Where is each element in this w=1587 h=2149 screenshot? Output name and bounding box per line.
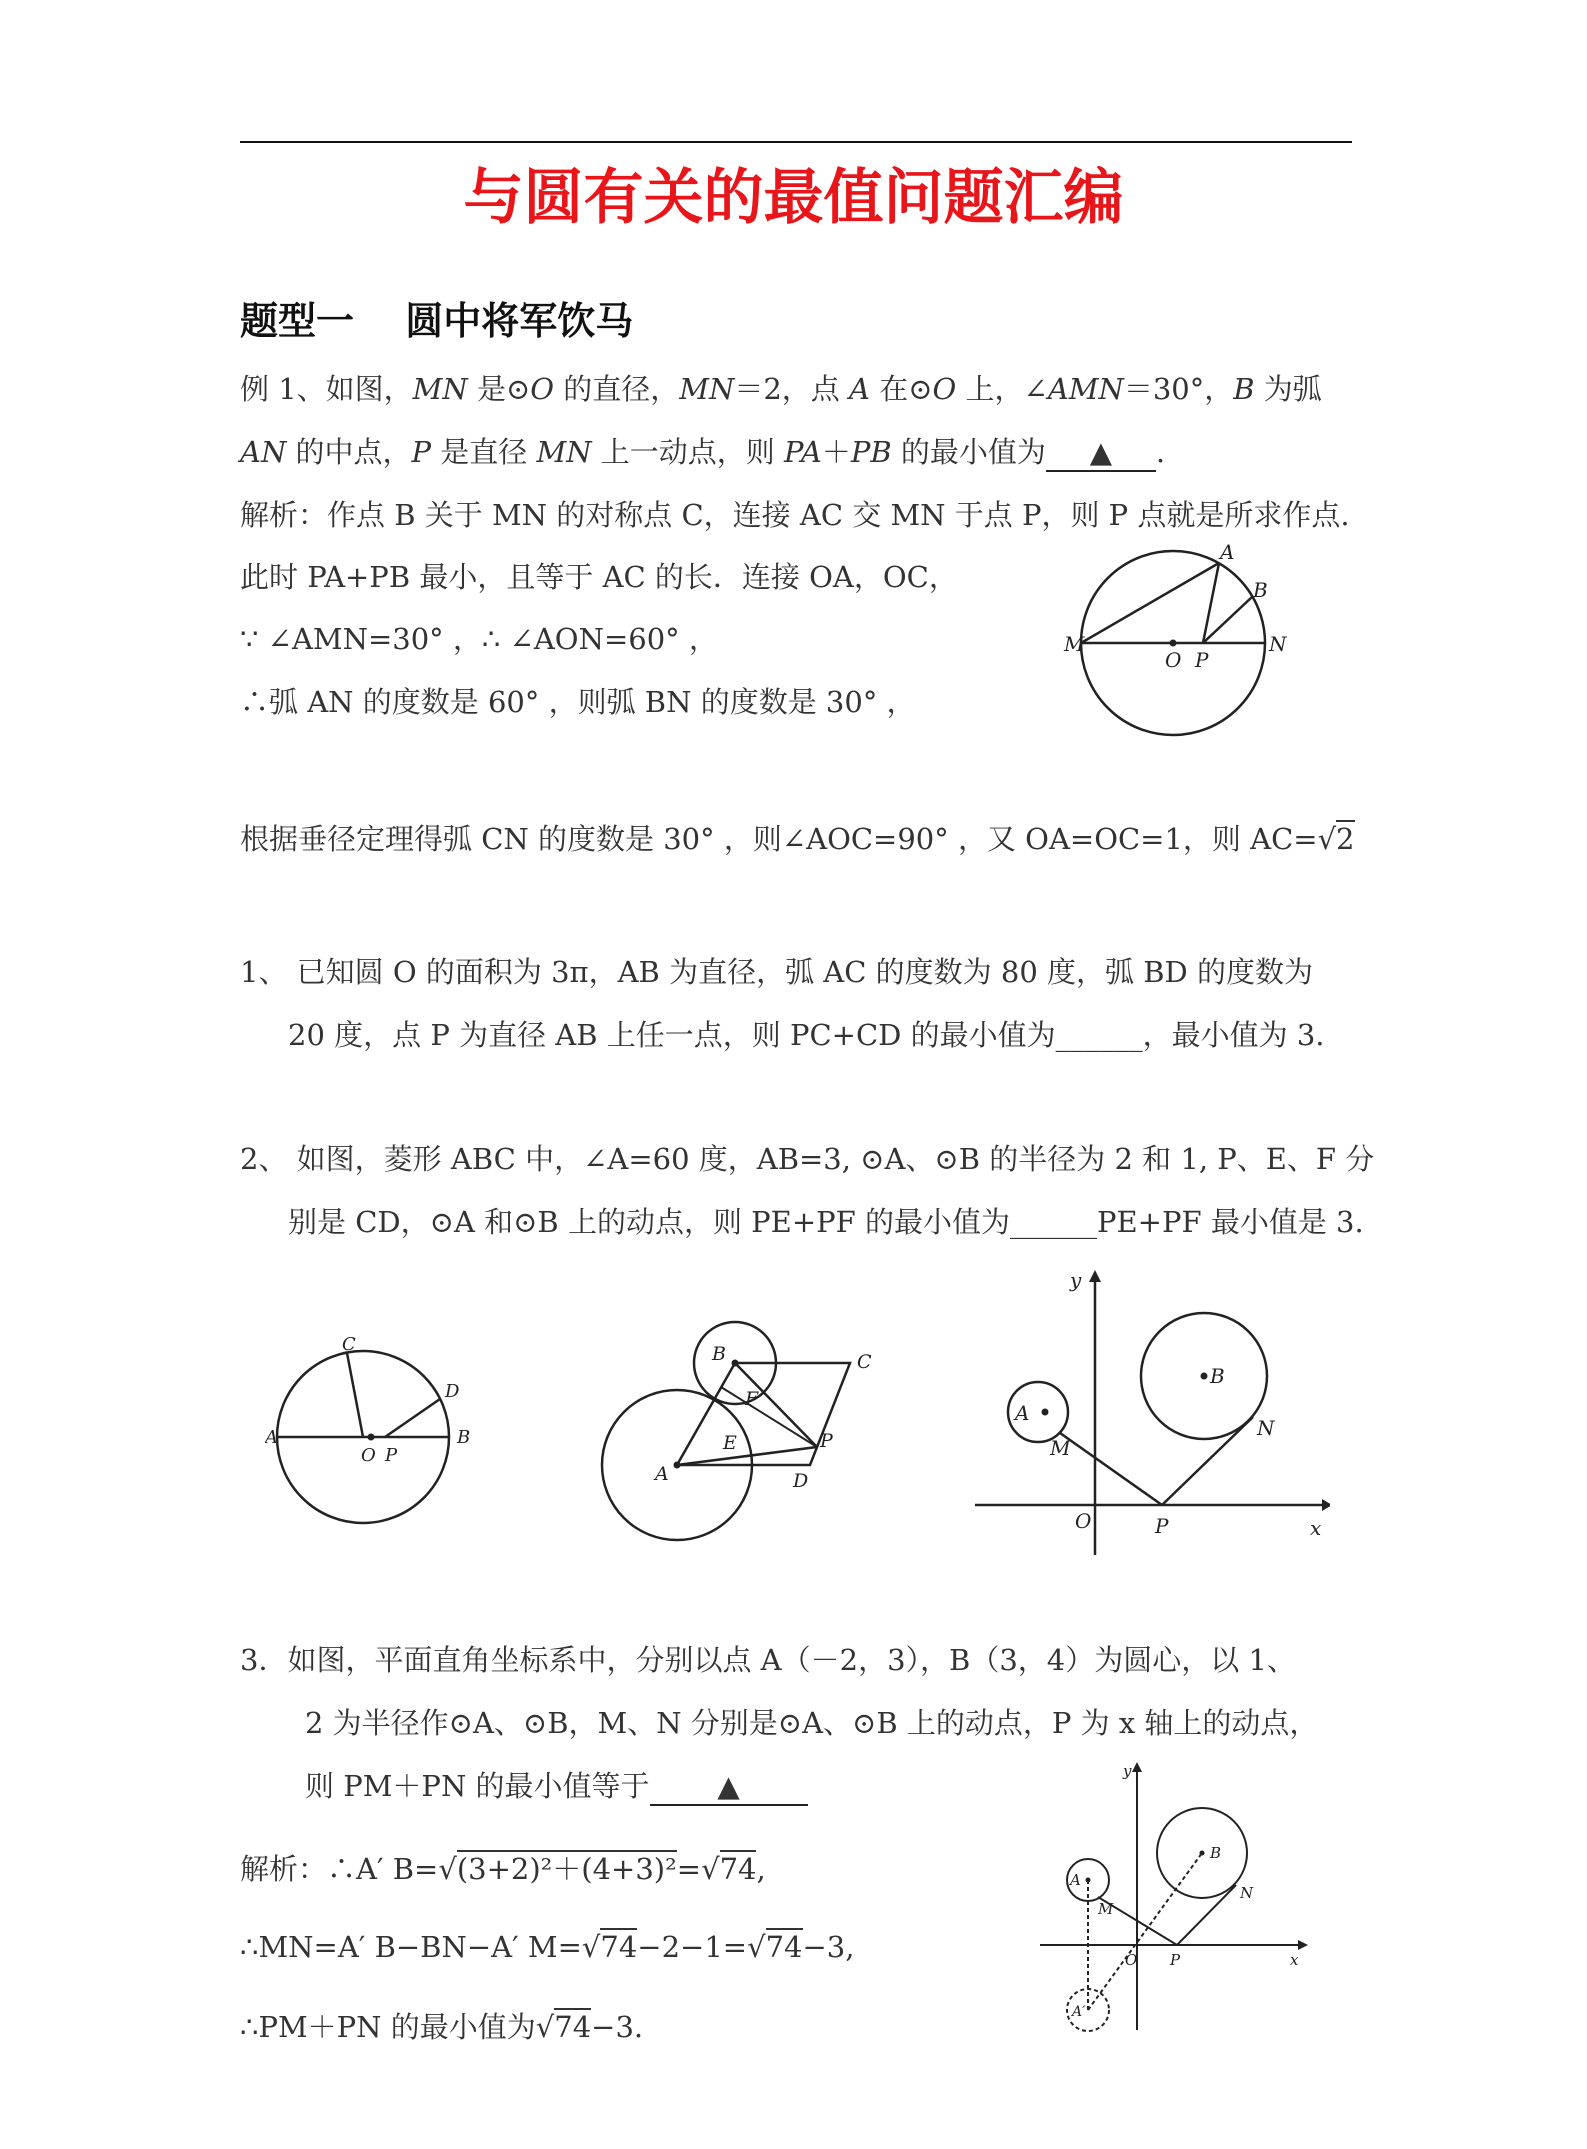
label-A-prime: A′ (1072, 2004, 1086, 2020)
q2-line1: 2、 如图，菱形 ABC 中，∠A=60 度，AB=3, ⊙A、⊙B 的半径为 2 和 1, P、E、F 分 (240, 1142, 1375, 1176)
label-A: A (1015, 1401, 1030, 1425)
label-A: A (1070, 1871, 1081, 1889)
label-A: A (1220, 540, 1235, 564)
label-M: M (1064, 632, 1085, 656)
label-A: A (265, 1427, 278, 1448)
label-M: M (1050, 1436, 1071, 1460)
label-x: x (1310, 1516, 1322, 1540)
q3-line3: 则 PM＋PN 的最小值等于 ▲ (305, 1769, 808, 1806)
example1-line2: AN 的中点，P 是直径 MN 上一动点，则 PA＋PB 的最小值为 ▲ . (240, 435, 1165, 472)
example1-solution-line1: 解析：作点 B 关于 MN 的对称点 C，连接 AC 交 MN 于点 P，则 P 点就是所求作点. (240, 498, 1350, 532)
label-P: P (1170, 1951, 1181, 1969)
label-C: C (342, 1334, 356, 1355)
q3-figure-top (970, 1265, 1330, 1560)
q3-line1: 3．如图，平面直角坐标系中，分别以点 A（－2，3），B（3，4）为圆心，以 1、 (240, 1643, 1296, 1677)
label-N: N (1269, 632, 1287, 656)
page-title: 与圆有关的最值问题汇编 (463, 163, 1124, 233)
label-C: C (857, 1351, 872, 1373)
label-M: M (1098, 1900, 1114, 1918)
q3-solution-line1: 解析：∴A′ B=√(3+2)²＋(4+3)²=√74, (240, 1852, 766, 1886)
q2-line2: 别是 CD，⊙A 和⊙B 上的动点，则 PE+PF 的最小值为______PE+PF 最小值是 3. (288, 1205, 1364, 1239)
answer-blank: ▲ (1046, 435, 1156, 472)
label-B: B (1253, 578, 1268, 602)
q3-solution-line2: ∴MN=A′ B−BN−A′ M=√74−2−1=√74−3, (240, 1930, 855, 1964)
label-N: N (1240, 1884, 1254, 1902)
header-rule (240, 141, 1352, 143)
label-O: O (1125, 1951, 1138, 1969)
example1-solution-line2: 此时 PA+PB 最小，且等于 AC 的长．连接 OA，OC， (240, 560, 958, 594)
label-D: D (793, 1470, 809, 1492)
label-N: N (1257, 1416, 1275, 1440)
label-P: P (820, 1430, 833, 1452)
example1-figure (1060, 535, 1300, 745)
label-B: B (1210, 1364, 1225, 1388)
q1-figure (265, 1325, 485, 1545)
label-y: y (1123, 1762, 1132, 1780)
label-D: D (445, 1381, 460, 1402)
label-B: B (712, 1343, 726, 1365)
q2-figure (595, 1315, 895, 1555)
example1-solution-line4: ∴弧 AN 的度数是 60° ，则弧 BN 的度数是 30° ， (240, 685, 916, 719)
label-E: E (723, 1432, 737, 1454)
q3-solution-line3: ∴PM＋PN 的最小值为√74−3. (240, 2010, 644, 2044)
answer-blank: ▲ (650, 1769, 808, 1806)
q3-line2: 2 为半径作⊙A、⊙B，M、N 分别是⊙A、⊙B 上的动点，P 为 x 轴上的动点， (305, 1706, 1319, 1740)
label-P: P (385, 1445, 398, 1466)
example1-line1: 例 1、如图，MN 是⊙O 的直径，MN＝2，点 A 在⊙O 上，∠AMN＝30°，B 为弧 (240, 372, 1322, 406)
label-x: x (1290, 1951, 1299, 1969)
example1-solution-line3: ∵ ∠AMN=30° ，∴ ∠AON=60° ， (240, 622, 718, 656)
label-B: B (457, 1427, 471, 1448)
q1-line1: 1、 已知圆 O 的面积为 3π，AB 为直径，弧 AC 的度数为 80 度，弧 BD 的度数为 (240, 955, 1313, 989)
label-O: O (1075, 1509, 1092, 1533)
label-B: B (1210, 1844, 1222, 1862)
label-O: O (361, 1445, 376, 1466)
example1-solution-line5: 根据垂径定理得弧 CN 的度数是 30° ，则∠AOC=90° ，又 OA=OC=1，则 AC=√2 (240, 822, 1355, 856)
label-F: F (745, 1388, 759, 1410)
label-y: y (1070, 1268, 1082, 1292)
label-P: P (1195, 648, 1209, 672)
label-O: O (1165, 648, 1182, 672)
section-heading: 题型一 圆中将军饮马 (240, 299, 634, 343)
q1-line2: 20 度，点 P 为直径 AB 上任一点，则 PC+CD 的最小值为______，最小值为 3. (288, 1018, 1325, 1052)
q3-figure-bottom (1040, 1760, 1315, 2050)
label-P: P (1155, 1514, 1169, 1538)
label-A: A (655, 1463, 669, 1485)
